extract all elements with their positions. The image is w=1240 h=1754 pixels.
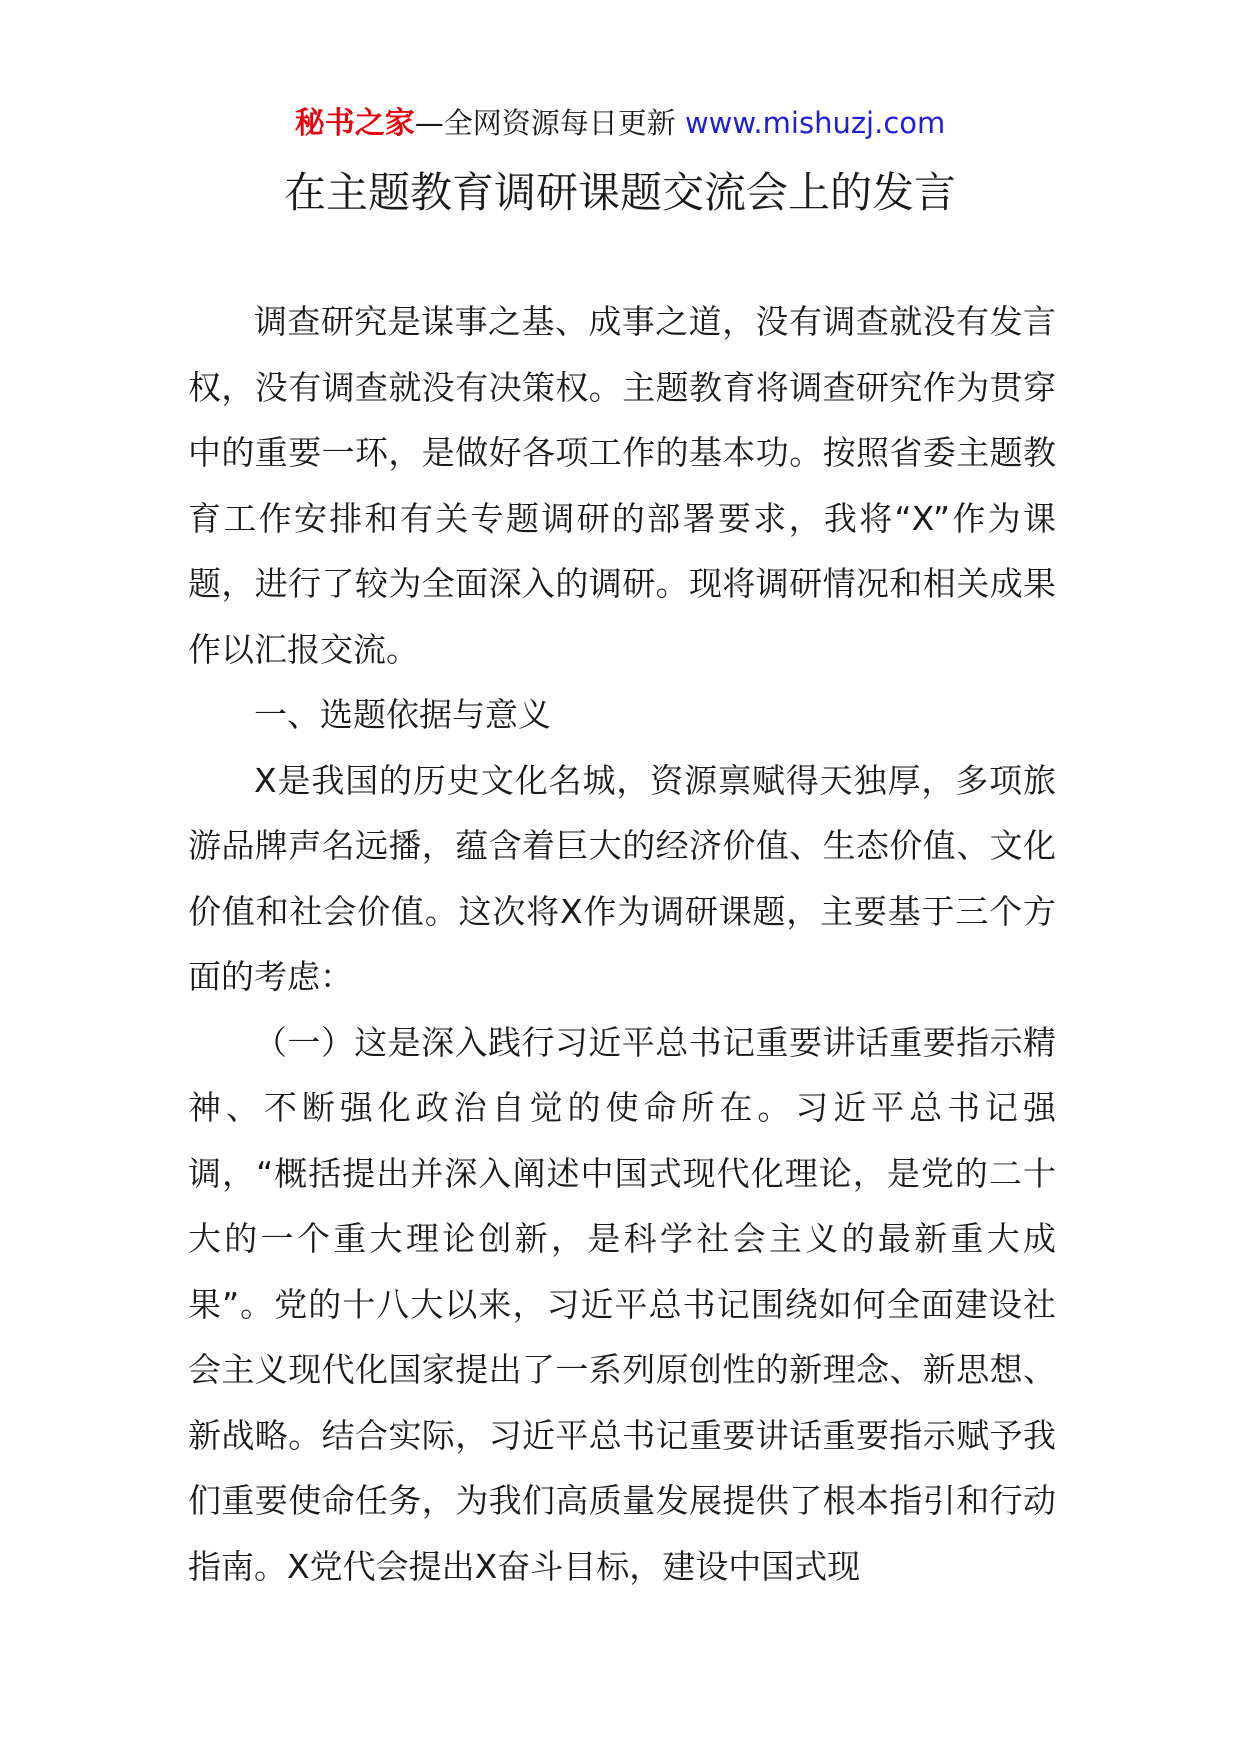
document-title: 在主题教育调研课题交流会上的发言 xyxy=(283,168,956,217)
header-tagline: —全网资源每日更新 xyxy=(414,106,685,140)
site-header xyxy=(0,103,1240,144)
paragraph-intro: 调查研究是谋事之基、成事之道，没有调查就没有发言权，没有调查就没有决策权。主题教育将调查研究作为贯穿中的重要一环，是做好各项工作的基本功。按照省委主题教育工作安排和有关专题调研的部署要求，我将“X”作为课题，进行了较为全面深入的调研。现将调研情况和相关成果作以汇报交流。 xyxy=(188,302,1056,669)
site-url[interactable]: www.mishuzj.com xyxy=(684,106,946,140)
section-heading: 一、选题依据与意义 xyxy=(254,695,551,734)
document-body xyxy=(188,289,1056,1599)
paragraph-background: X是我国的历史文化名城，资源禀赋得天独厚，多项旅游品牌声名远播，蕴含着巨大的经济价值、生态价值、文化价值和社会价值。这次将X作为调研课题，主要基于三个方面的考虑： xyxy=(188,760,1056,996)
paragraph-reason-one: （一）这是深入践行习近平总书记重要讲话重要指示精神、不断强化政治自觉的使命所在。习近平总书记强调，“概括提出并深入阐述中国式现代化理论，是党的二十大的一个重大理论创新，是科学社会主义的最新重大成果”。党的十八大以来，习近平总书记围绕如何全面建设社会主义现代化国家提出了一系列原创性的新理念、新思想、新战略。结合实际，习近平总书记重要讲话重要指示赋予我们重要使命任务，为我们高质量发展提供了根本指引和行动指南。X党代会提出X奋斗目标，建设中国式现 xyxy=(188,1022,1056,1586)
brand-name: 秘书之家 xyxy=(294,106,415,141)
